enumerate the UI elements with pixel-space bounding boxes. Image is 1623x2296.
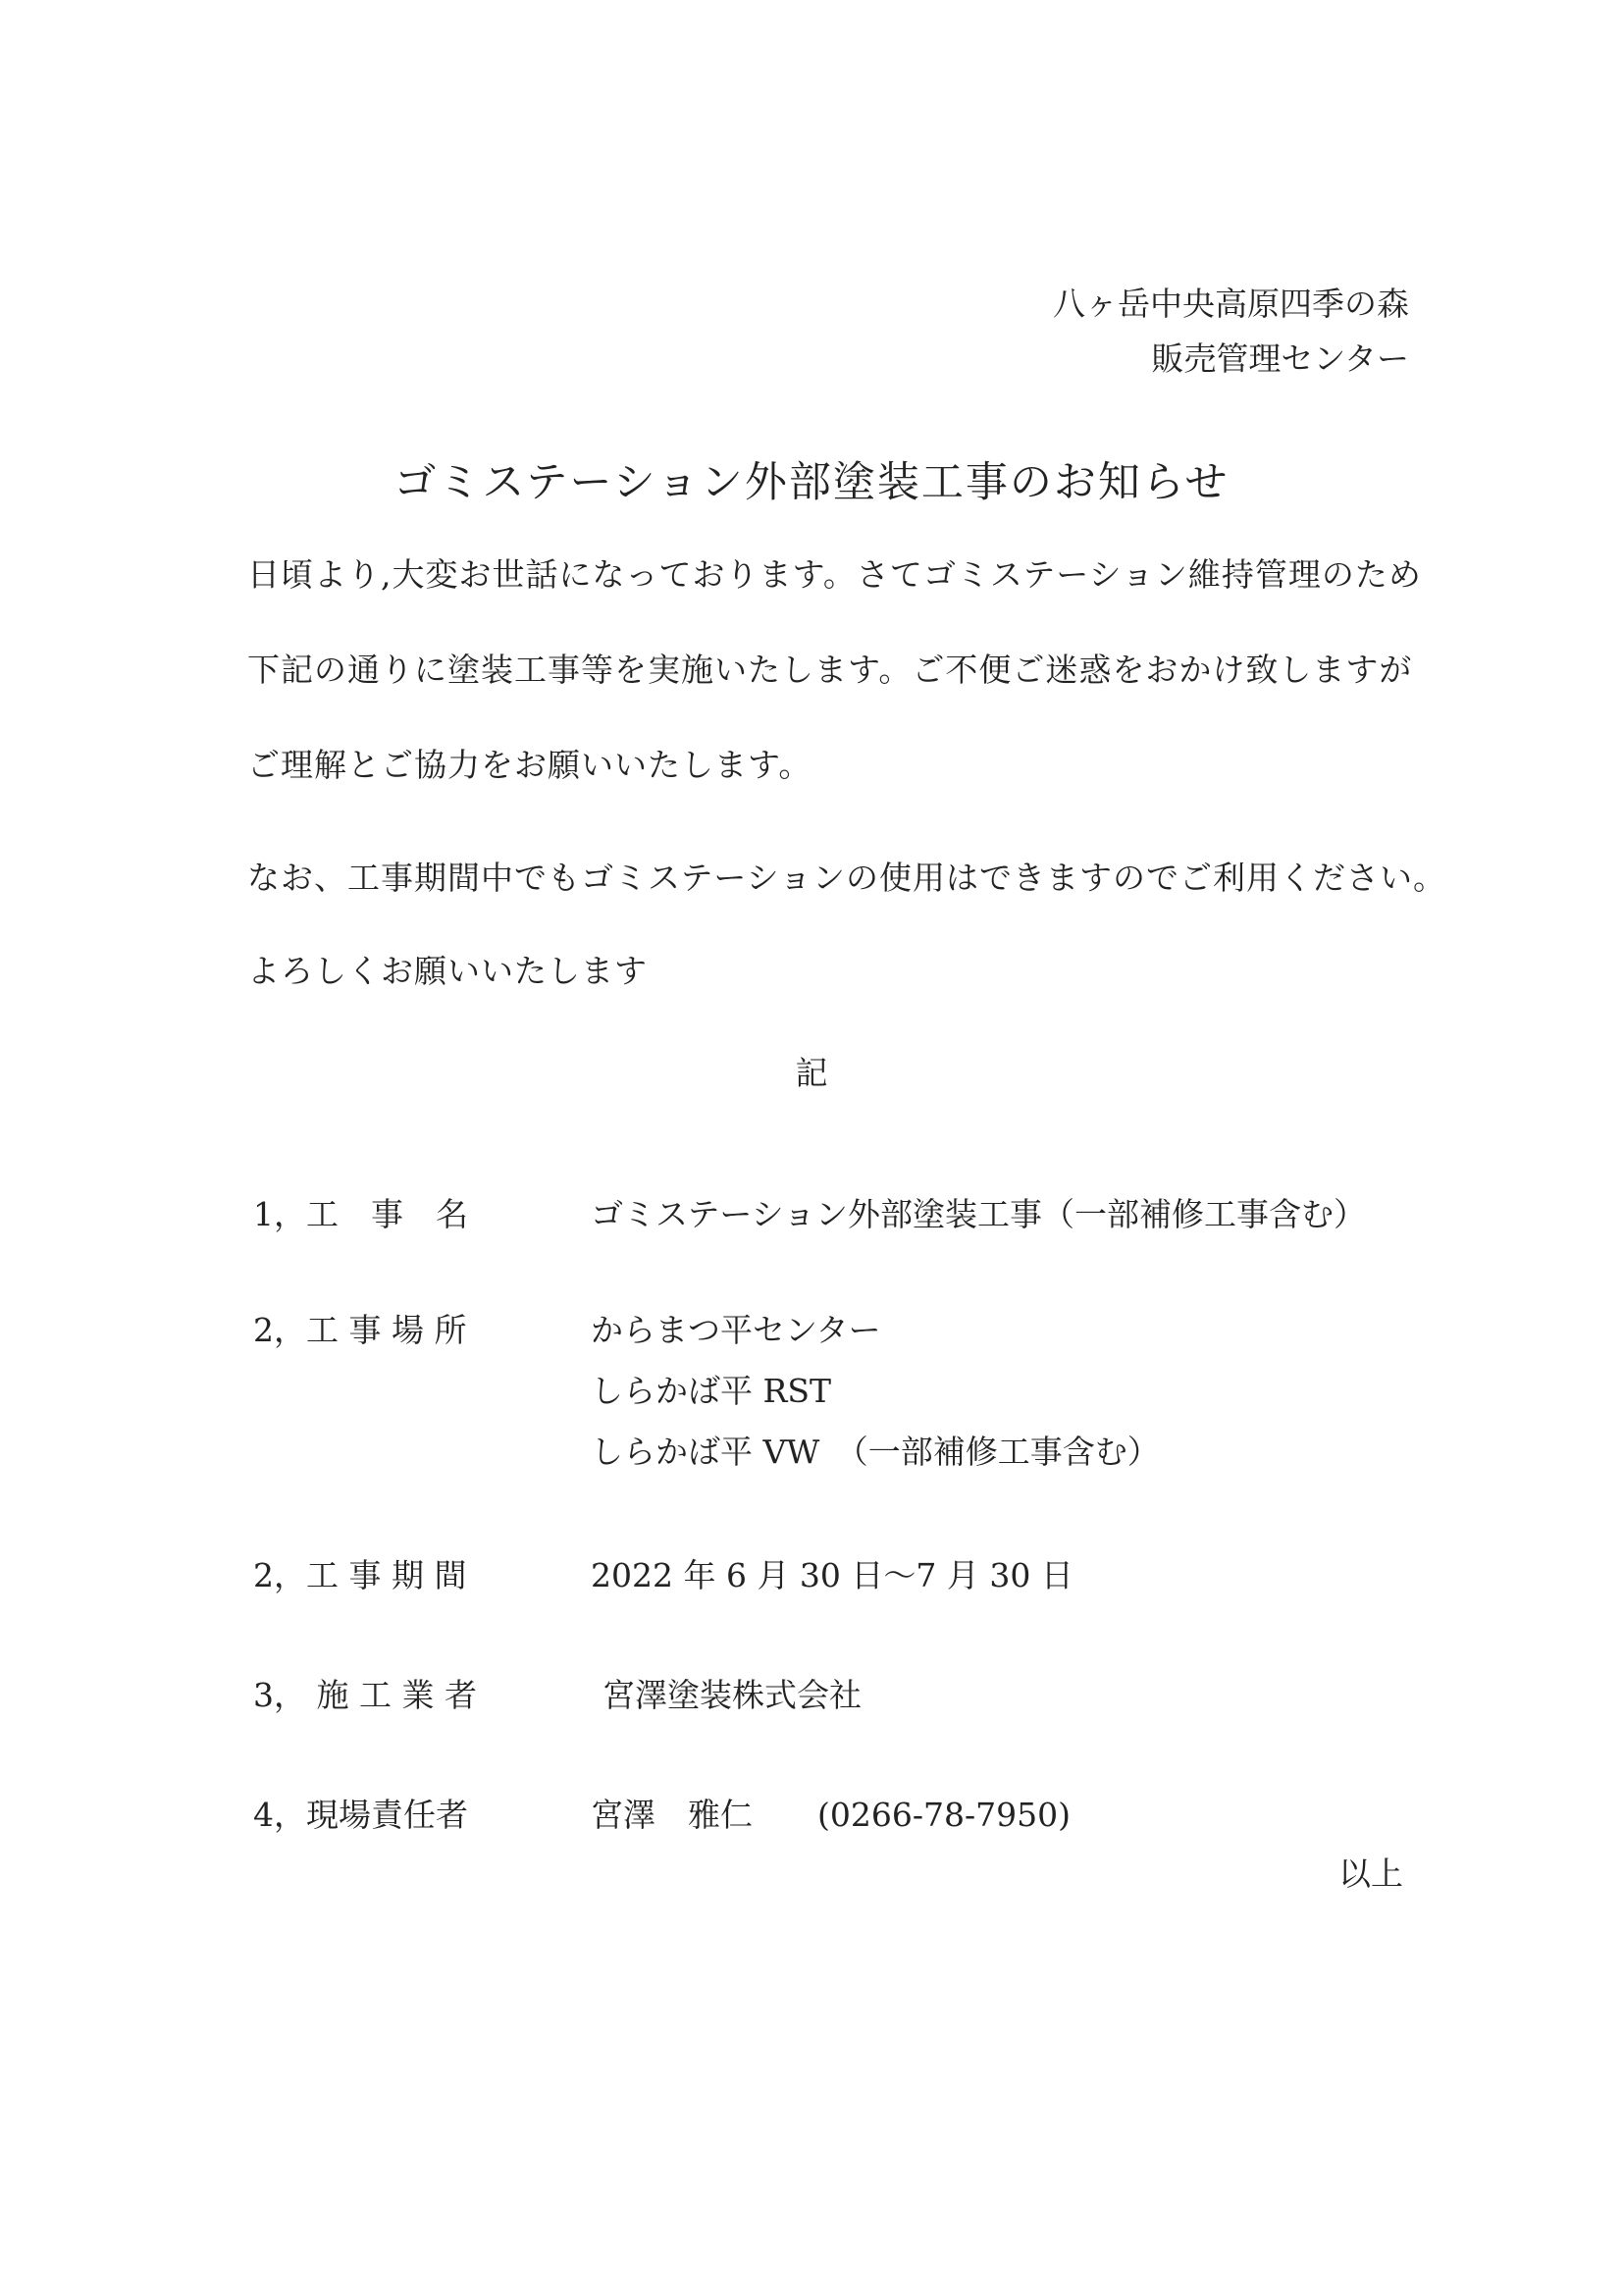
item-label-construction-site: 2，工 事 場 所 — [253, 1311, 467, 1349]
item-label-site-manager: 4，現場責任者 — [253, 1796, 468, 1834]
item-value-construction-name: ゴミステーション外部塗装工事（一部補修工事含む） — [591, 1195, 1367, 1233]
body-paragraph-line-4: なお、工事期間中でもゴミステーションの使用はできますのでご利用ください。 — [247, 859, 1447, 897]
body-paragraph-line-2: 下記の通りに塗装工事等を実施いたします。ご不便ご迷惑をおかけ致しますが — [247, 651, 1413, 689]
issuer-department: 販売管理センター — [1151, 339, 1409, 378]
item-label-construction-name: 1，工 事 名 — [253, 1195, 468, 1233]
item-value-site-1: からまつ平センター — [591, 1311, 881, 1349]
body-paragraph-line-5: よろしくお願いいたします — [247, 952, 648, 990]
issuer-block — [1053, 277, 1409, 387]
ki-heading: 記 — [795, 1054, 828, 1092]
item-label-construction-period: 2，工 事 期 間 — [253, 1556, 467, 1594]
item-value-construction-period: 2022 年 6 月 30 日～7 月 30 日 — [591, 1556, 1073, 1594]
item-value-contractor: 宮澤塗装株式会社 — [602, 1676, 862, 1714]
item-label-contractor: 3， 施 工 業 者 — [253, 1676, 477, 1714]
issuer-organization: 八ヶ岳中央高原四季の森 — [1053, 285, 1409, 323]
closing-remark: 以上 — [1338, 1854, 1403, 1893]
body-paragraph-line-3: ご理解とご協力をお願いいたします。 — [247, 746, 812, 784]
item-value-site-2: しらかば平 RST — [591, 1372, 831, 1410]
notice-title: ゴミステーション外部塗装工事のお知らせ — [393, 458, 1230, 507]
item-value-site-manager: 宮澤 雅仁 (0266-78-7950) — [591, 1796, 1072, 1834]
body-paragraph-line-1: 日頃より,大変お世話になっております。さてゴミステーション維持管理のため — [247, 555, 1422, 594]
item-value-site-3: しらかば平 VW （一部補修工事含む） — [591, 1433, 1160, 1471]
